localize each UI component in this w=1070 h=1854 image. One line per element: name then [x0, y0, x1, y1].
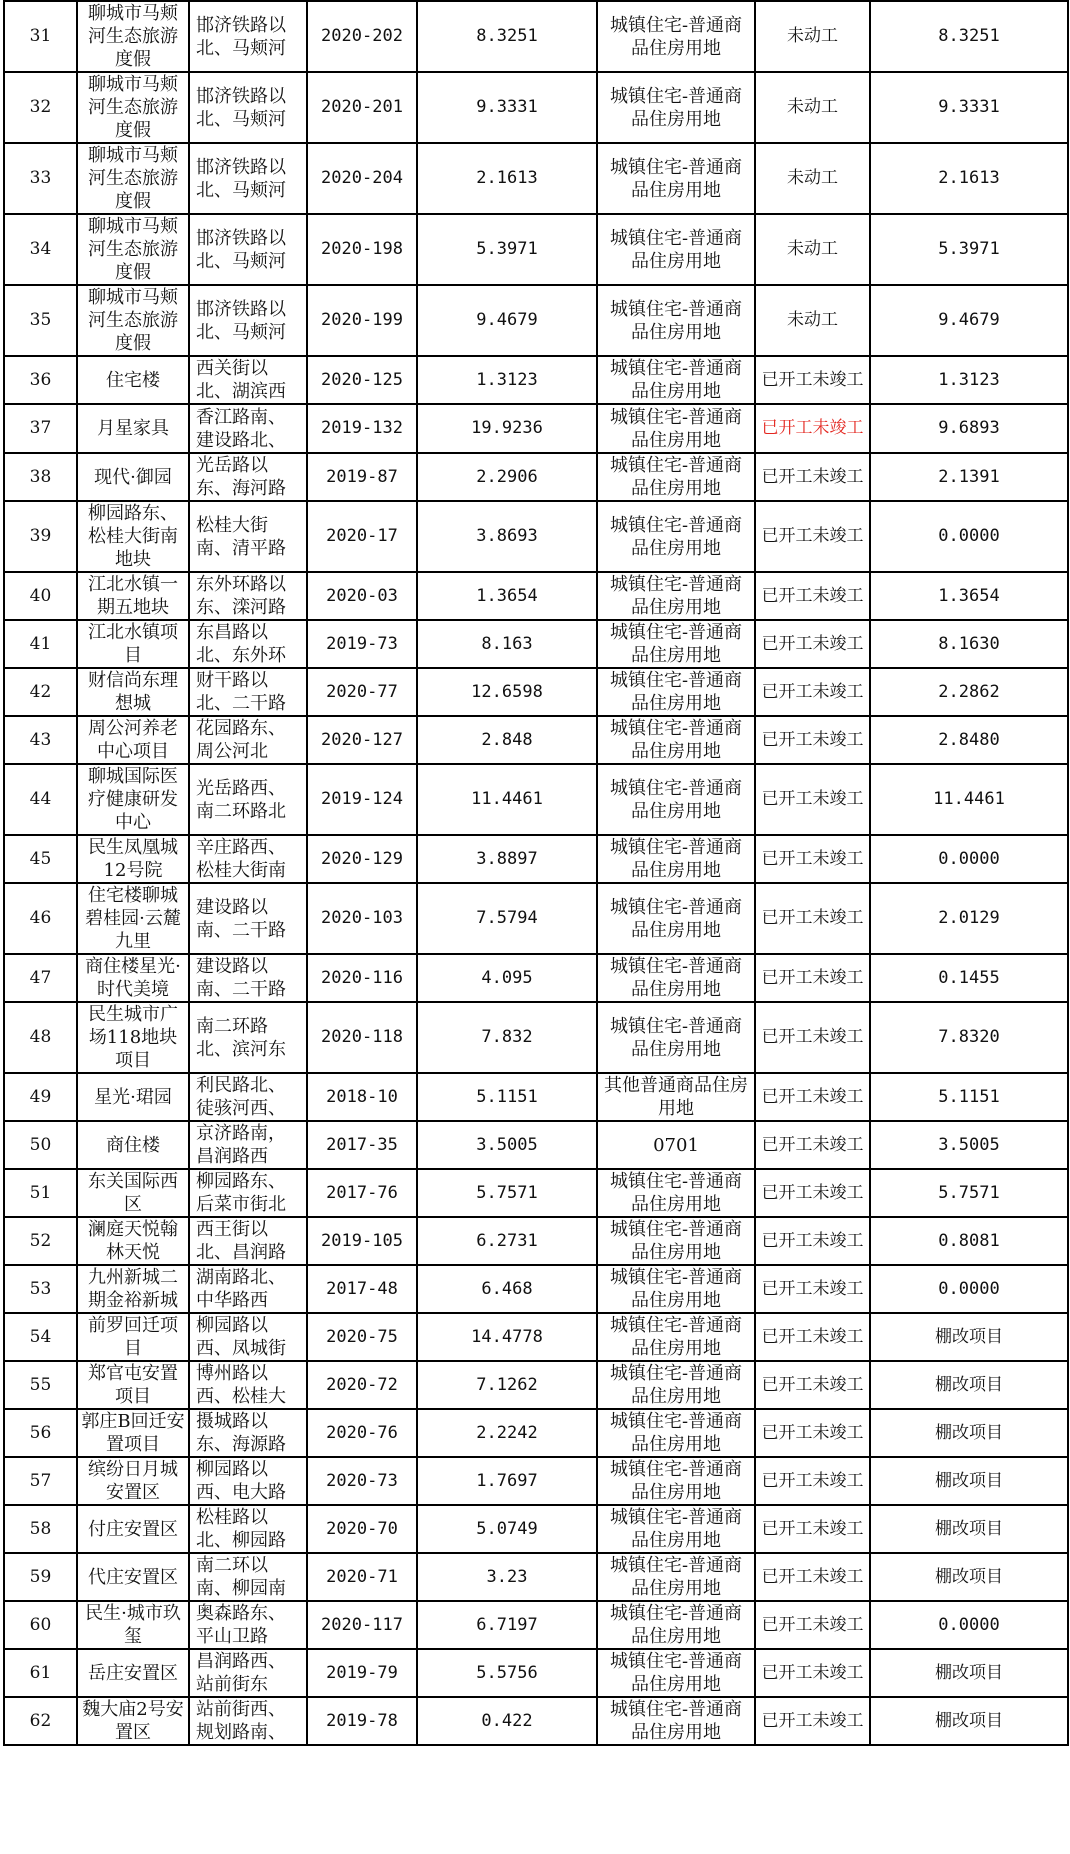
location: 摄城路以东、海源路 [189, 1409, 307, 1457]
area-value: 0.422 [417, 1697, 597, 1745]
land-use: 城镇住宅-普通商品住房用地 [597, 1265, 755, 1313]
area-value: 9.4679 [417, 285, 597, 356]
location: 辛庄路西、松桂大街南 [189, 835, 307, 883]
construction-status: 已开工未竣工 [755, 1361, 870, 1409]
row-number: 46 [4, 883, 77, 954]
remaining-area: 7.8320 [870, 1002, 1068, 1073]
area-value: 9.3331 [417, 72, 597, 143]
row-number: 40 [4, 572, 77, 620]
land-use: 城镇住宅-普通商品住房用地 [597, 143, 755, 214]
parcel-code: 2017-35 [307, 1121, 417, 1169]
construction-status: 已开工未竣工 [755, 1073, 870, 1121]
parcel-code: 2017-76 [307, 1169, 417, 1217]
parcel-code: 2020-03 [307, 572, 417, 620]
project-name: 聊城市马颊河生态旅游度假 [77, 72, 189, 143]
table-row [4, 716, 1068, 764]
remaining-area: 棚改项目 [870, 1697, 1068, 1745]
project-name: 缤纷日月城安置区 [77, 1457, 189, 1505]
location: 利民路北、徒骇河西、 [189, 1073, 307, 1121]
location: 湖南路北、中华路西 [189, 1265, 307, 1313]
row-number: 41 [4, 620, 77, 668]
land-use: 城镇住宅-普通商品住房用地 [597, 883, 755, 954]
row-number: 42 [4, 668, 77, 716]
row-number: 31 [4, 1, 77, 72]
construction-status: 已开工未竣工 [755, 356, 870, 404]
table-row [4, 1265, 1068, 1313]
remaining-area: 11.4461 [870, 764, 1068, 835]
land-use: 其他普通商品住房用地 [597, 1073, 755, 1121]
parcel-code: 2020-202 [307, 1, 417, 72]
area-value: 7.1262 [417, 1361, 597, 1409]
area-value: 6.2731 [417, 1217, 597, 1265]
remaining-area: 8.3251 [870, 1, 1068, 72]
area-value: 3.8693 [417, 501, 597, 572]
table-row [4, 620, 1068, 668]
table-row [4, 1121, 1068, 1169]
land-use: 城镇住宅-普通商品住房用地 [597, 501, 755, 572]
table-row [4, 835, 1068, 883]
location: 建设路以南、二干路 [189, 954, 307, 1002]
parcel-code: 2020-75 [307, 1313, 417, 1361]
area-value: 5.0749 [417, 1505, 597, 1553]
location: 奥森路东、平山卫路 [189, 1601, 307, 1649]
location: 光岳路西、南二环路北 [189, 764, 307, 835]
construction-status: 已开工未竣工 [755, 668, 870, 716]
remaining-area: 棚改项目 [870, 1313, 1068, 1361]
table-row [4, 1002, 1068, 1073]
parcel-code: 2020-199 [307, 285, 417, 356]
construction-status: 未动工 [755, 1, 870, 72]
parcel-code: 2020-125 [307, 356, 417, 404]
project-name: 江北水镇一期五地块 [77, 572, 189, 620]
location: 站前街西、规划路南、 [189, 1697, 307, 1745]
land-use: 城镇住宅-普通商品住房用地 [597, 285, 755, 356]
project-name: 聊城市马颊河生态旅游度假 [77, 285, 189, 356]
land-use: 城镇住宅-普通商品住房用地 [597, 1457, 755, 1505]
remaining-area: 3.5005 [870, 1121, 1068, 1169]
construction-status: 已开工未竣工 [755, 954, 870, 1002]
construction-status: 已开工未竣工 [755, 716, 870, 764]
location: 柳园路以西、电大路 [189, 1457, 307, 1505]
parcel-code: 2020-117 [307, 1601, 417, 1649]
parcel-code: 2019-105 [307, 1217, 417, 1265]
land-use: 0701 [597, 1121, 755, 1169]
area-value: 6.468 [417, 1265, 597, 1313]
area-value: 4.095 [417, 954, 597, 1002]
area-value: 14.4778 [417, 1313, 597, 1361]
construction-status: 未动工 [755, 72, 870, 143]
land-use: 城镇住宅-普通商品住房用地 [597, 954, 755, 1002]
project-name: 郑官屯安置项目 [77, 1361, 189, 1409]
parcel-code: 2020-76 [307, 1409, 417, 1457]
land-use: 城镇住宅-普通商品住房用地 [597, 1505, 755, 1553]
parcel-code: 2020-72 [307, 1361, 417, 1409]
area-value: 5.1151 [417, 1073, 597, 1121]
project-name: 财信尚东理想城 [77, 668, 189, 716]
table-row [4, 453, 1068, 501]
location: 花园路东、周公河北 [189, 716, 307, 764]
construction-status: 已开工未竣工 [755, 1649, 870, 1697]
table-row [4, 143, 1068, 214]
area-value: 11.4461 [417, 764, 597, 835]
parcel-code: 2019-78 [307, 1697, 417, 1745]
remaining-area: 棚改项目 [870, 1409, 1068, 1457]
area-value: 8.3251 [417, 1, 597, 72]
remaining-area: 棚改项目 [870, 1649, 1068, 1697]
project-name: 付庄安置区 [77, 1505, 189, 1553]
table-body [4, 1, 1068, 1745]
parcel-code: 2020-17 [307, 501, 417, 572]
table-row [4, 1361, 1068, 1409]
parcel-code: 2020-129 [307, 835, 417, 883]
location: 东外环路以东、滦河路 [189, 572, 307, 620]
area-value: 2.848 [417, 716, 597, 764]
land-use: 城镇住宅-普通商品住房用地 [597, 356, 755, 404]
table-row [4, 356, 1068, 404]
land-use: 城镇住宅-普通商品住房用地 [597, 1601, 755, 1649]
row-number: 56 [4, 1409, 77, 1457]
parcel-code: 2020-201 [307, 72, 417, 143]
project-name: 前罗回迁项目 [77, 1313, 189, 1361]
land-use: 城镇住宅-普通商品住房用地 [597, 1217, 755, 1265]
construction-status: 已开工未竣工 [755, 1457, 870, 1505]
project-name: 聊城市马颊河生态旅游度假 [77, 1, 189, 72]
location: 京济路南，昌润路西 [189, 1121, 307, 1169]
parcel-code: 2019-87 [307, 453, 417, 501]
land-use: 城镇住宅-普通商品住房用地 [597, 1313, 755, 1361]
location: 南二环以南、柳园南 [189, 1553, 307, 1601]
location: 松桂大街南、清平路 [189, 501, 307, 572]
area-value: 6.7197 [417, 1601, 597, 1649]
construction-status: 已开工未竣工 [755, 501, 870, 572]
construction-status: 已开工未竣工 [755, 1217, 870, 1265]
land-use: 城镇住宅-普通商品住房用地 [597, 214, 755, 285]
construction-status: 未动工 [755, 285, 870, 356]
parcel-code: 2020-116 [307, 954, 417, 1002]
area-value: 1.3654 [417, 572, 597, 620]
land-use: 城镇住宅-普通商品住房用地 [597, 1697, 755, 1745]
row-number: 43 [4, 716, 77, 764]
table-row [4, 1313, 1068, 1361]
area-value: 12.6598 [417, 668, 597, 716]
land-use: 城镇住宅-普通商品住房用地 [597, 1553, 755, 1601]
project-name: 聊城市马颊河生态旅游度假 [77, 214, 189, 285]
remaining-area: 9.3331 [870, 72, 1068, 143]
location: 光岳路以东、海河路 [189, 453, 307, 501]
construction-status: 已开工未竣工 [755, 404, 870, 453]
remaining-area: 2.2862 [870, 668, 1068, 716]
project-name: 住宅楼 [77, 356, 189, 404]
table-row [4, 1649, 1068, 1697]
land-use: 城镇住宅-普通商品住房用地 [597, 572, 755, 620]
area-value: 5.5756 [417, 1649, 597, 1697]
row-number: 33 [4, 143, 77, 214]
remaining-area: 2.8480 [870, 716, 1068, 764]
project-name: 民生城市广场118地块项目 [77, 1002, 189, 1073]
project-name: 民生凤凰城12号院 [77, 835, 189, 883]
remaining-area: 8.1630 [870, 620, 1068, 668]
table-row [4, 954, 1068, 1002]
construction-status: 已开工未竣工 [755, 1553, 870, 1601]
project-name: 星光·珺园 [77, 1073, 189, 1121]
table-row [4, 1217, 1068, 1265]
area-value: 7.5794 [417, 883, 597, 954]
location: 柳园路以西、凤城街 [189, 1313, 307, 1361]
table-row [4, 668, 1068, 716]
construction-status: 已开工未竣工 [755, 764, 870, 835]
table-row [4, 1457, 1068, 1505]
row-number: 58 [4, 1505, 77, 1553]
land-use: 城镇住宅-普通商品住房用地 [597, 1361, 755, 1409]
remaining-area: 棚改项目 [870, 1361, 1068, 1409]
land-use: 城镇住宅-普通商品住房用地 [597, 1002, 755, 1073]
remaining-area: 0.0000 [870, 835, 1068, 883]
remaining-area: 0.0000 [870, 1265, 1068, 1313]
location: 松桂路以北、柳园路 [189, 1505, 307, 1553]
row-number: 51 [4, 1169, 77, 1217]
construction-status: 已开工未竣工 [755, 1002, 870, 1073]
land-use: 城镇住宅-普通商品住房用地 [597, 404, 755, 453]
construction-status: 已开工未竣工 [755, 453, 870, 501]
project-name: 魏大庙2号安置区 [77, 1697, 189, 1745]
remaining-area: 2.1391 [870, 453, 1068, 501]
land-use: 城镇住宅-普通商品住房用地 [597, 1409, 755, 1457]
parcel-code: 2020-103 [307, 883, 417, 954]
remaining-area: 5.1151 [870, 1073, 1068, 1121]
land-use: 城镇住宅-普通商品住房用地 [597, 1649, 755, 1697]
project-name: 聊城国际医疗健康研发中心 [77, 764, 189, 835]
location: 邯济铁路以北、马颊河 [189, 214, 307, 285]
table-row [4, 72, 1068, 143]
row-number: 50 [4, 1121, 77, 1169]
remaining-area: 2.1613 [870, 143, 1068, 214]
area-value: 19.9236 [417, 404, 597, 453]
location: 博州路以西、松桂大 [189, 1361, 307, 1409]
construction-status: 已开工未竣工 [755, 1601, 870, 1649]
parcel-code: 2018-10 [307, 1073, 417, 1121]
remaining-area: 1.3123 [870, 356, 1068, 404]
parcel-code: 2020-73 [307, 1457, 417, 1505]
table-row [4, 1409, 1068, 1457]
project-name: 商住楼星光·时代美境 [77, 954, 189, 1002]
row-number: 59 [4, 1553, 77, 1601]
row-number: 57 [4, 1457, 77, 1505]
location: 财干路以北、二干路 [189, 668, 307, 716]
construction-status: 已开工未竣工 [755, 1169, 870, 1217]
location: 邯济铁路以北、马颊河 [189, 1, 307, 72]
location: 南二环路北、滨河东 [189, 1002, 307, 1073]
row-number: 35 [4, 285, 77, 356]
area-value: 3.8897 [417, 835, 597, 883]
row-number: 53 [4, 1265, 77, 1313]
row-number: 47 [4, 954, 77, 1002]
project-name: 住宅楼聊城碧桂园·云麓九里 [77, 883, 189, 954]
location: 东昌路以北、东外环 [189, 620, 307, 668]
table-row [4, 764, 1068, 835]
construction-status: 已开工未竣工 [755, 835, 870, 883]
land-table [3, 0, 1069, 1746]
land-use: 城镇住宅-普通商品住房用地 [597, 1, 755, 72]
construction-status: 未动工 [755, 214, 870, 285]
parcel-code: 2020-77 [307, 668, 417, 716]
parcel-code: 2020-204 [307, 143, 417, 214]
area-value: 5.3971 [417, 214, 597, 285]
remaining-area: 棚改项目 [870, 1457, 1068, 1505]
table-row [4, 1, 1068, 72]
area-value: 2.1613 [417, 143, 597, 214]
area-value: 3.23 [417, 1553, 597, 1601]
land-use: 城镇住宅-普通商品住房用地 [597, 716, 755, 764]
location: 邯济铁路以北、马颊河 [189, 143, 307, 214]
project-name: 柳园路东、松桂大街南地块 [77, 501, 189, 572]
remaining-area: 9.6893 [870, 404, 1068, 453]
table-row [4, 1073, 1068, 1121]
table-row [4, 1553, 1068, 1601]
remaining-area: 9.4679 [870, 285, 1068, 356]
project-name: 郭庄B回迁安置项目 [77, 1409, 189, 1457]
construction-status: 未动工 [755, 143, 870, 214]
land-use: 城镇住宅-普通商品住房用地 [597, 72, 755, 143]
area-value: 1.7697 [417, 1457, 597, 1505]
area-value: 3.5005 [417, 1121, 597, 1169]
parcel-code: 2017-48 [307, 1265, 417, 1313]
row-number: 45 [4, 835, 77, 883]
remaining-area: 5.3971 [870, 214, 1068, 285]
parcel-code: 2019-79 [307, 1649, 417, 1697]
parcel-code: 2019-132 [307, 404, 417, 453]
remaining-area: 棚改项目 [870, 1553, 1068, 1601]
project-name: 民生·城市玖玺 [77, 1601, 189, 1649]
construction-status: 已开工未竣工 [755, 1409, 870, 1457]
location: 柳园路东、后菜市街北 [189, 1169, 307, 1217]
construction-status: 已开工未竣工 [755, 620, 870, 668]
parcel-code: 2020-198 [307, 214, 417, 285]
remaining-area: 0.0000 [870, 501, 1068, 572]
table-row [4, 1505, 1068, 1553]
row-number: 44 [4, 764, 77, 835]
area-value: 7.832 [417, 1002, 597, 1073]
row-number: 32 [4, 72, 77, 143]
project-name: 商住楼 [77, 1121, 189, 1169]
project-name: 东关国际西区 [77, 1169, 189, 1217]
area-value: 2.2906 [417, 453, 597, 501]
row-number: 54 [4, 1313, 77, 1361]
project-name: 九州新城二期金裕新城 [77, 1265, 189, 1313]
land-use: 城镇住宅-普通商品住房用地 [597, 668, 755, 716]
project-name: 聊城市马颊河生态旅游度假 [77, 143, 189, 214]
row-number: 55 [4, 1361, 77, 1409]
row-number: 37 [4, 404, 77, 453]
project-name: 周公河养老中心项目 [77, 716, 189, 764]
parcel-code: 2019-73 [307, 620, 417, 668]
remaining-area: 0.1455 [870, 954, 1068, 1002]
row-number: 48 [4, 1002, 77, 1073]
land-use: 城镇住宅-普通商品住房用地 [597, 764, 755, 835]
row-number: 36 [4, 356, 77, 404]
row-number: 49 [4, 1073, 77, 1121]
construction-status: 已开工未竣工 [755, 1313, 870, 1361]
location: 西王街以北、昌润路 [189, 1217, 307, 1265]
remaining-area: 1.3654 [870, 572, 1068, 620]
area-value: 5.7571 [417, 1169, 597, 1217]
area-value: 8.163 [417, 620, 597, 668]
row-number: 61 [4, 1649, 77, 1697]
location: 邯济铁路以北、马颊河 [189, 72, 307, 143]
land-use: 城镇住宅-普通商品住房用地 [597, 453, 755, 501]
project-name: 月星家具 [77, 404, 189, 453]
row-number: 34 [4, 214, 77, 285]
parcel-code: 2020-71 [307, 1553, 417, 1601]
remaining-area: 棚改项目 [870, 1505, 1068, 1553]
construction-status: 已开工未竣工 [755, 1505, 870, 1553]
remaining-area: 0.0000 [870, 1601, 1068, 1649]
table-row [4, 1169, 1068, 1217]
project-name: 岳庄安置区 [77, 1649, 189, 1697]
row-number: 38 [4, 453, 77, 501]
parcel-code: 2020-70 [307, 1505, 417, 1553]
remaining-area: 5.7571 [870, 1169, 1068, 1217]
project-name: 代庄安置区 [77, 1553, 189, 1601]
project-name: 江北水镇项目 [77, 620, 189, 668]
parcel-code: 2019-124 [307, 764, 417, 835]
area-value: 2.2242 [417, 1409, 597, 1457]
location: 昌润路西、站前街东 [189, 1649, 307, 1697]
table-row [4, 285, 1068, 356]
land-use: 城镇住宅-普通商品住房用地 [597, 835, 755, 883]
row-number: 52 [4, 1217, 77, 1265]
table-row [4, 1697, 1068, 1745]
construction-status: 已开工未竣工 [755, 1265, 870, 1313]
construction-status: 已开工未竣工 [755, 572, 870, 620]
table-row [4, 404, 1068, 453]
location: 建设路以南、二干路 [189, 883, 307, 954]
location: 邯济铁路以北、马颊河 [189, 285, 307, 356]
row-number: 62 [4, 1697, 77, 1745]
table-row [4, 883, 1068, 954]
remaining-area: 2.0129 [870, 883, 1068, 954]
construction-status: 已开工未竣工 [755, 1697, 870, 1745]
parcel-code: 2020-127 [307, 716, 417, 764]
project-name: 澜庭天悦翰林天悦 [77, 1217, 189, 1265]
project-name: 现代·御园 [77, 453, 189, 501]
table-row [4, 1601, 1068, 1649]
row-number: 60 [4, 1601, 77, 1649]
remaining-area: 0.8081 [870, 1217, 1068, 1265]
table-row [4, 214, 1068, 285]
parcel-code: 2020-118 [307, 1002, 417, 1073]
construction-status: 已开工未竣工 [755, 883, 870, 954]
table-row [4, 501, 1068, 572]
location: 香江路南、建设路北、 [189, 404, 307, 453]
area-value: 1.3123 [417, 356, 597, 404]
construction-status: 已开工未竣工 [755, 1121, 870, 1169]
row-number: 39 [4, 501, 77, 572]
land-use: 城镇住宅-普通商品住房用地 [597, 620, 755, 668]
location: 西关街以北、湖滨西 [189, 356, 307, 404]
land-use: 城镇住宅-普通商品住房用地 [597, 1169, 755, 1217]
table-row [4, 572, 1068, 620]
